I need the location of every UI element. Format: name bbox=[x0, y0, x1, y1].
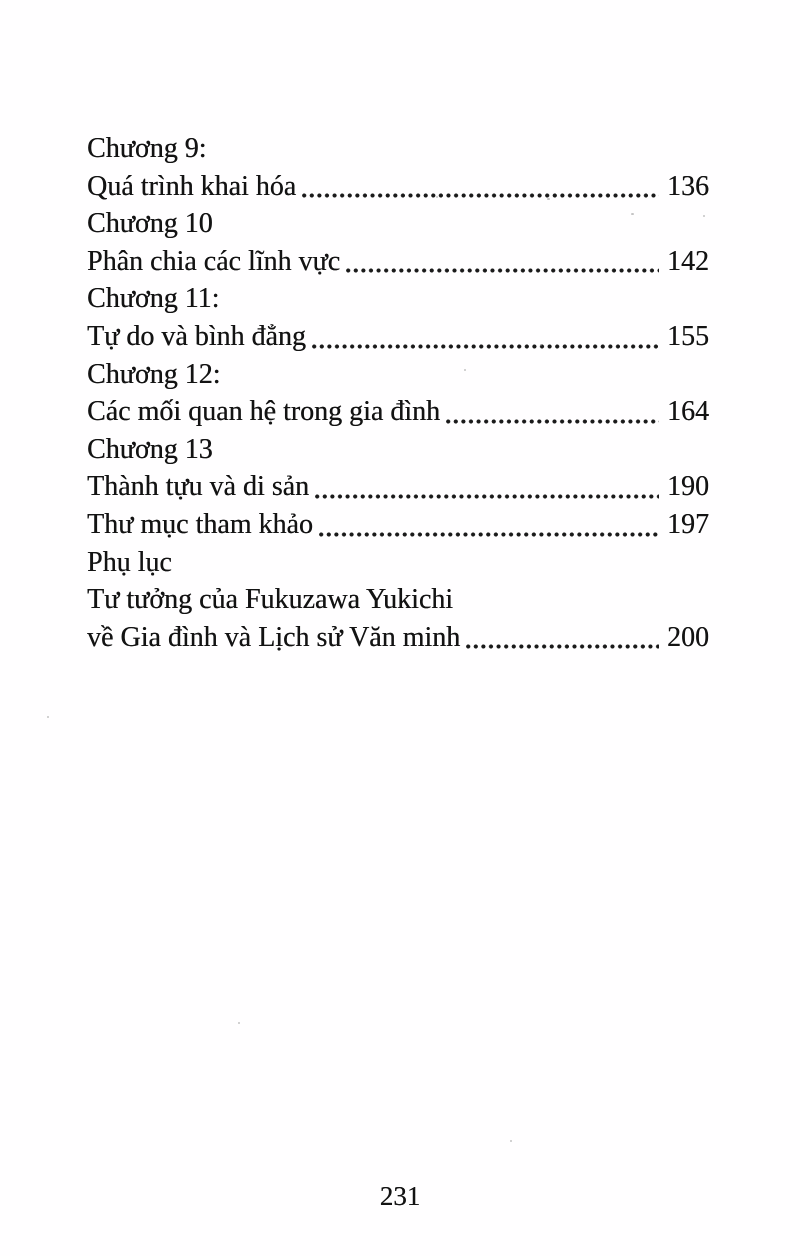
toc-entry-continuation bbox=[87, 581, 709, 619]
toc-leader-dots bbox=[319, 532, 659, 537]
scan-speck bbox=[547, 198, 550, 200]
toc-entry-page: 142 bbox=[667, 245, 709, 277]
toc-entry-page: 155 bbox=[667, 320, 709, 352]
scan-speck bbox=[703, 215, 705, 217]
toc-entry-page: 136 bbox=[667, 170, 709, 202]
toc-entry bbox=[87, 506, 709, 544]
toc-entry bbox=[87, 318, 709, 356]
toc-entry-title: Thư mục tham khảo bbox=[87, 508, 313, 540]
toc-leader-dots bbox=[315, 494, 659, 499]
toc-entry-title: Phân chia các lĩnh vực bbox=[87, 245, 341, 277]
toc-chapter-label bbox=[87, 544, 709, 582]
scan-speck bbox=[540, 344, 542, 346]
toc-chapter-text: Chương 10 bbox=[87, 208, 213, 240]
toc-chapter-text: Chương 9: bbox=[87, 133, 207, 164]
toc-chapter-text: Chương 12: bbox=[87, 358, 221, 390]
toc-chapter-text: Phụ lục bbox=[87, 546, 172, 578]
toc-chapter-label bbox=[87, 205, 709, 243]
toc-entry bbox=[87, 168, 709, 206]
scan-speck bbox=[510, 1140, 512, 1142]
toc-entry-title: Thành tựu và di sản bbox=[87, 471, 310, 503]
scan-speck bbox=[464, 369, 466, 371]
toc-entry bbox=[87, 468, 709, 506]
toc-chapter-label bbox=[87, 280, 709, 318]
toc-entry-title: Tự do và bình đẳng bbox=[87, 320, 306, 352]
toc-entry bbox=[87, 243, 709, 281]
scan-speck bbox=[631, 213, 634, 215]
toc-entry-page: 197 bbox=[667, 508, 709, 540]
scan-speck bbox=[47, 716, 49, 718]
toc-chapter-text: Chương 11: bbox=[87, 283, 220, 315]
toc-chapter-label bbox=[87, 356, 709, 394]
toc-entry-page: 200 bbox=[667, 621, 709, 653]
toc-chapter-label bbox=[87, 431, 709, 469]
toc-entry-title: Quá trình khai hóa bbox=[87, 170, 297, 202]
toc-entry-title: Các mối quan hệ trong gia đình bbox=[87, 396, 441, 428]
scan-speck bbox=[436, 196, 438, 198]
table-of-contents bbox=[87, 130, 709, 656]
toc-entry-title: về Gia đình và Lịch sử Văn minh bbox=[87, 621, 461, 653]
toc-chapter-label bbox=[87, 130, 709, 168]
toc-chapter-text: Chương 13 bbox=[87, 433, 213, 465]
toc-entry bbox=[87, 619, 709, 657]
toc-entry bbox=[87, 393, 709, 431]
toc-leader-dots bbox=[312, 344, 659, 349]
toc-leader-dots bbox=[466, 644, 659, 649]
toc-leader-dots bbox=[302, 193, 659, 198]
toc-entry-title: Tư tưởng của Fukuzawa Yukichi bbox=[87, 584, 454, 616]
toc-entry-page: 190 bbox=[667, 471, 709, 503]
toc-entry-page: 164 bbox=[667, 396, 709, 428]
toc-leader-dots bbox=[446, 419, 659, 424]
page-number: 231 bbox=[379, 1181, 421, 1211]
toc-leader-dots bbox=[346, 268, 659, 273]
scan-speck bbox=[238, 1022, 240, 1024]
